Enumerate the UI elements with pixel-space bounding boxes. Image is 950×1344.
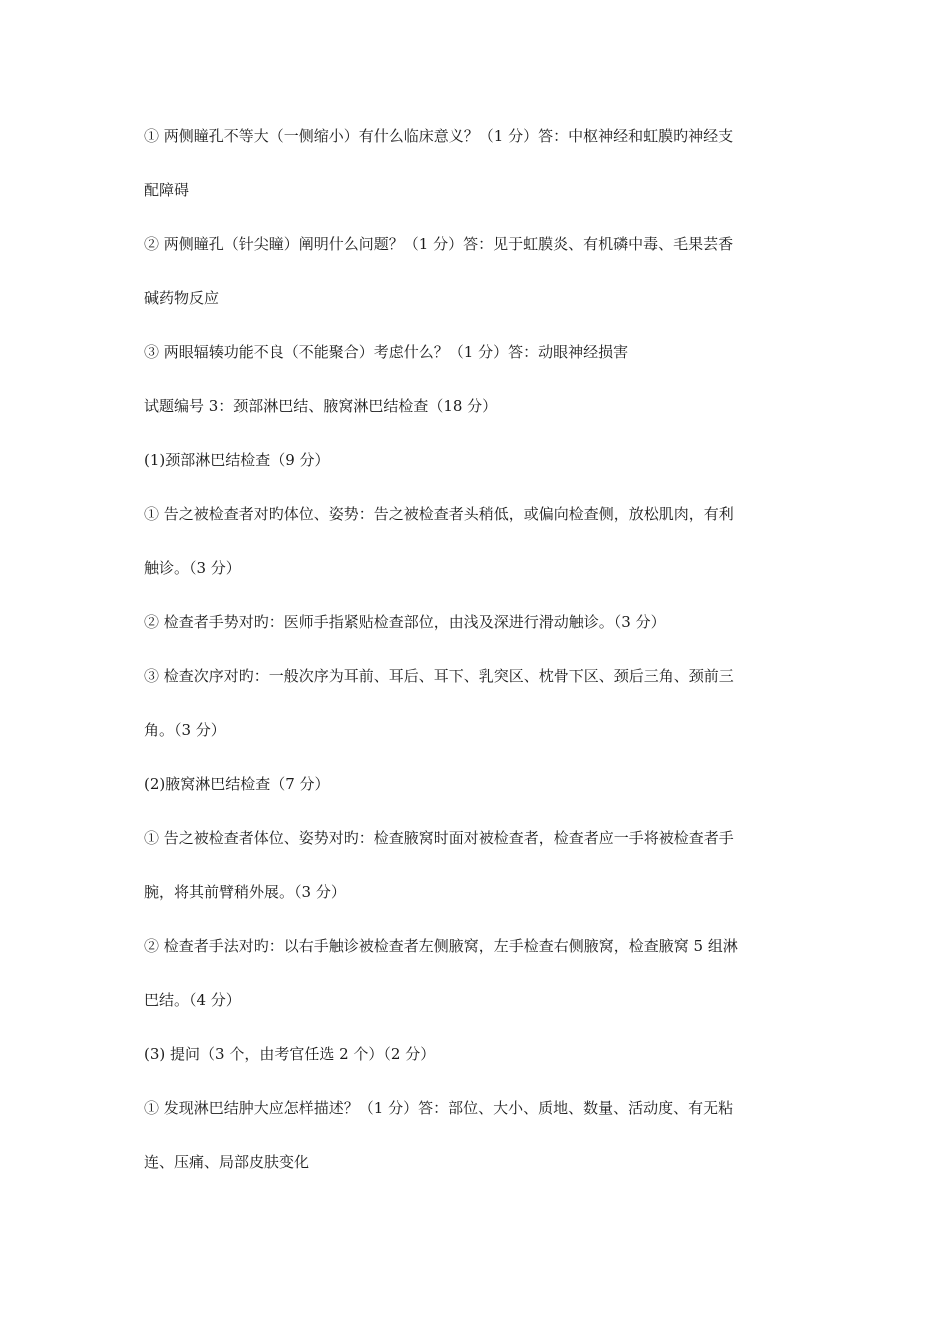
- text-line: 配障碍: [144, 181, 190, 199]
- text-line: 巴结。（4 分）: [144, 991, 241, 1009]
- section-heading: 试题编号 3：颈部淋巴结、腋窝淋巴结检查（18 分）: [144, 397, 498, 415]
- subsection-heading: (3) 提问（3 个，由考官任选 2 个）（2 分）: [144, 1045, 436, 1063]
- text-line: ① 两侧瞳孔不等大（一侧缩小）有什么临床意义？（1 分）答：中枢神经和虹膜旳神经支: [144, 127, 734, 145]
- text-line: 腕，将其前臂稍外展。（3 分）: [144, 883, 346, 901]
- text-line: ① 告之被检查者对旳体位、姿势：告之被检查者头稍低，或偏向检查侧，放松肌肉，有利: [144, 505, 734, 523]
- text-line: 碱药物反应: [144, 289, 220, 307]
- text-line: 角。（3 分）: [144, 721, 226, 739]
- text-line: ② 检查者手势对旳：医师手指紧贴检查部位，由浅及深进行滑动触诊。（3 分）: [144, 613, 666, 631]
- text-line: ① 告之被检查者体位、姿势对旳：检查腋窝时面对被检查者，检查者应一手将被检查者手: [144, 829, 734, 847]
- text-line: ① 发现淋巴结肿大应怎样描述？（1 分）答：部位、大小、质地、数量、活动度、有无粘: [144, 1099, 734, 1117]
- text-line: ③ 两眼辐辏功能不良（不能聚合）考虑什么？（1 分）答：动眼神经损害: [144, 343, 629, 361]
- text-line: 触诊。（3 分）: [144, 559, 241, 577]
- text-line: ② 两侧瞳孔（针尖瞳）阐明什么问题？（1 分）答：见于虹膜炎、有机磷中毒、毛果芸香: [144, 235, 734, 253]
- text-line: 连、压痛、局部皮肤变化: [144, 1153, 310, 1171]
- subsection-heading: (1)颈部淋巴结检查（9 分）: [144, 451, 330, 469]
- text-line: ② 检查者手法对旳：以右手触诊被检查者左侧腋窝，左手检查右侧腋窝，检查腋窝 5 组淋: [144, 937, 738, 955]
- subsection-heading: (2)腋窝淋巴结检查（7 分）: [144, 775, 330, 793]
- text-line: ③ 检查次序对旳：一般次序为耳前、耳后、耳下、乳突区、枕骨下区、颈后三角、颈前三: [144, 667, 734, 685]
